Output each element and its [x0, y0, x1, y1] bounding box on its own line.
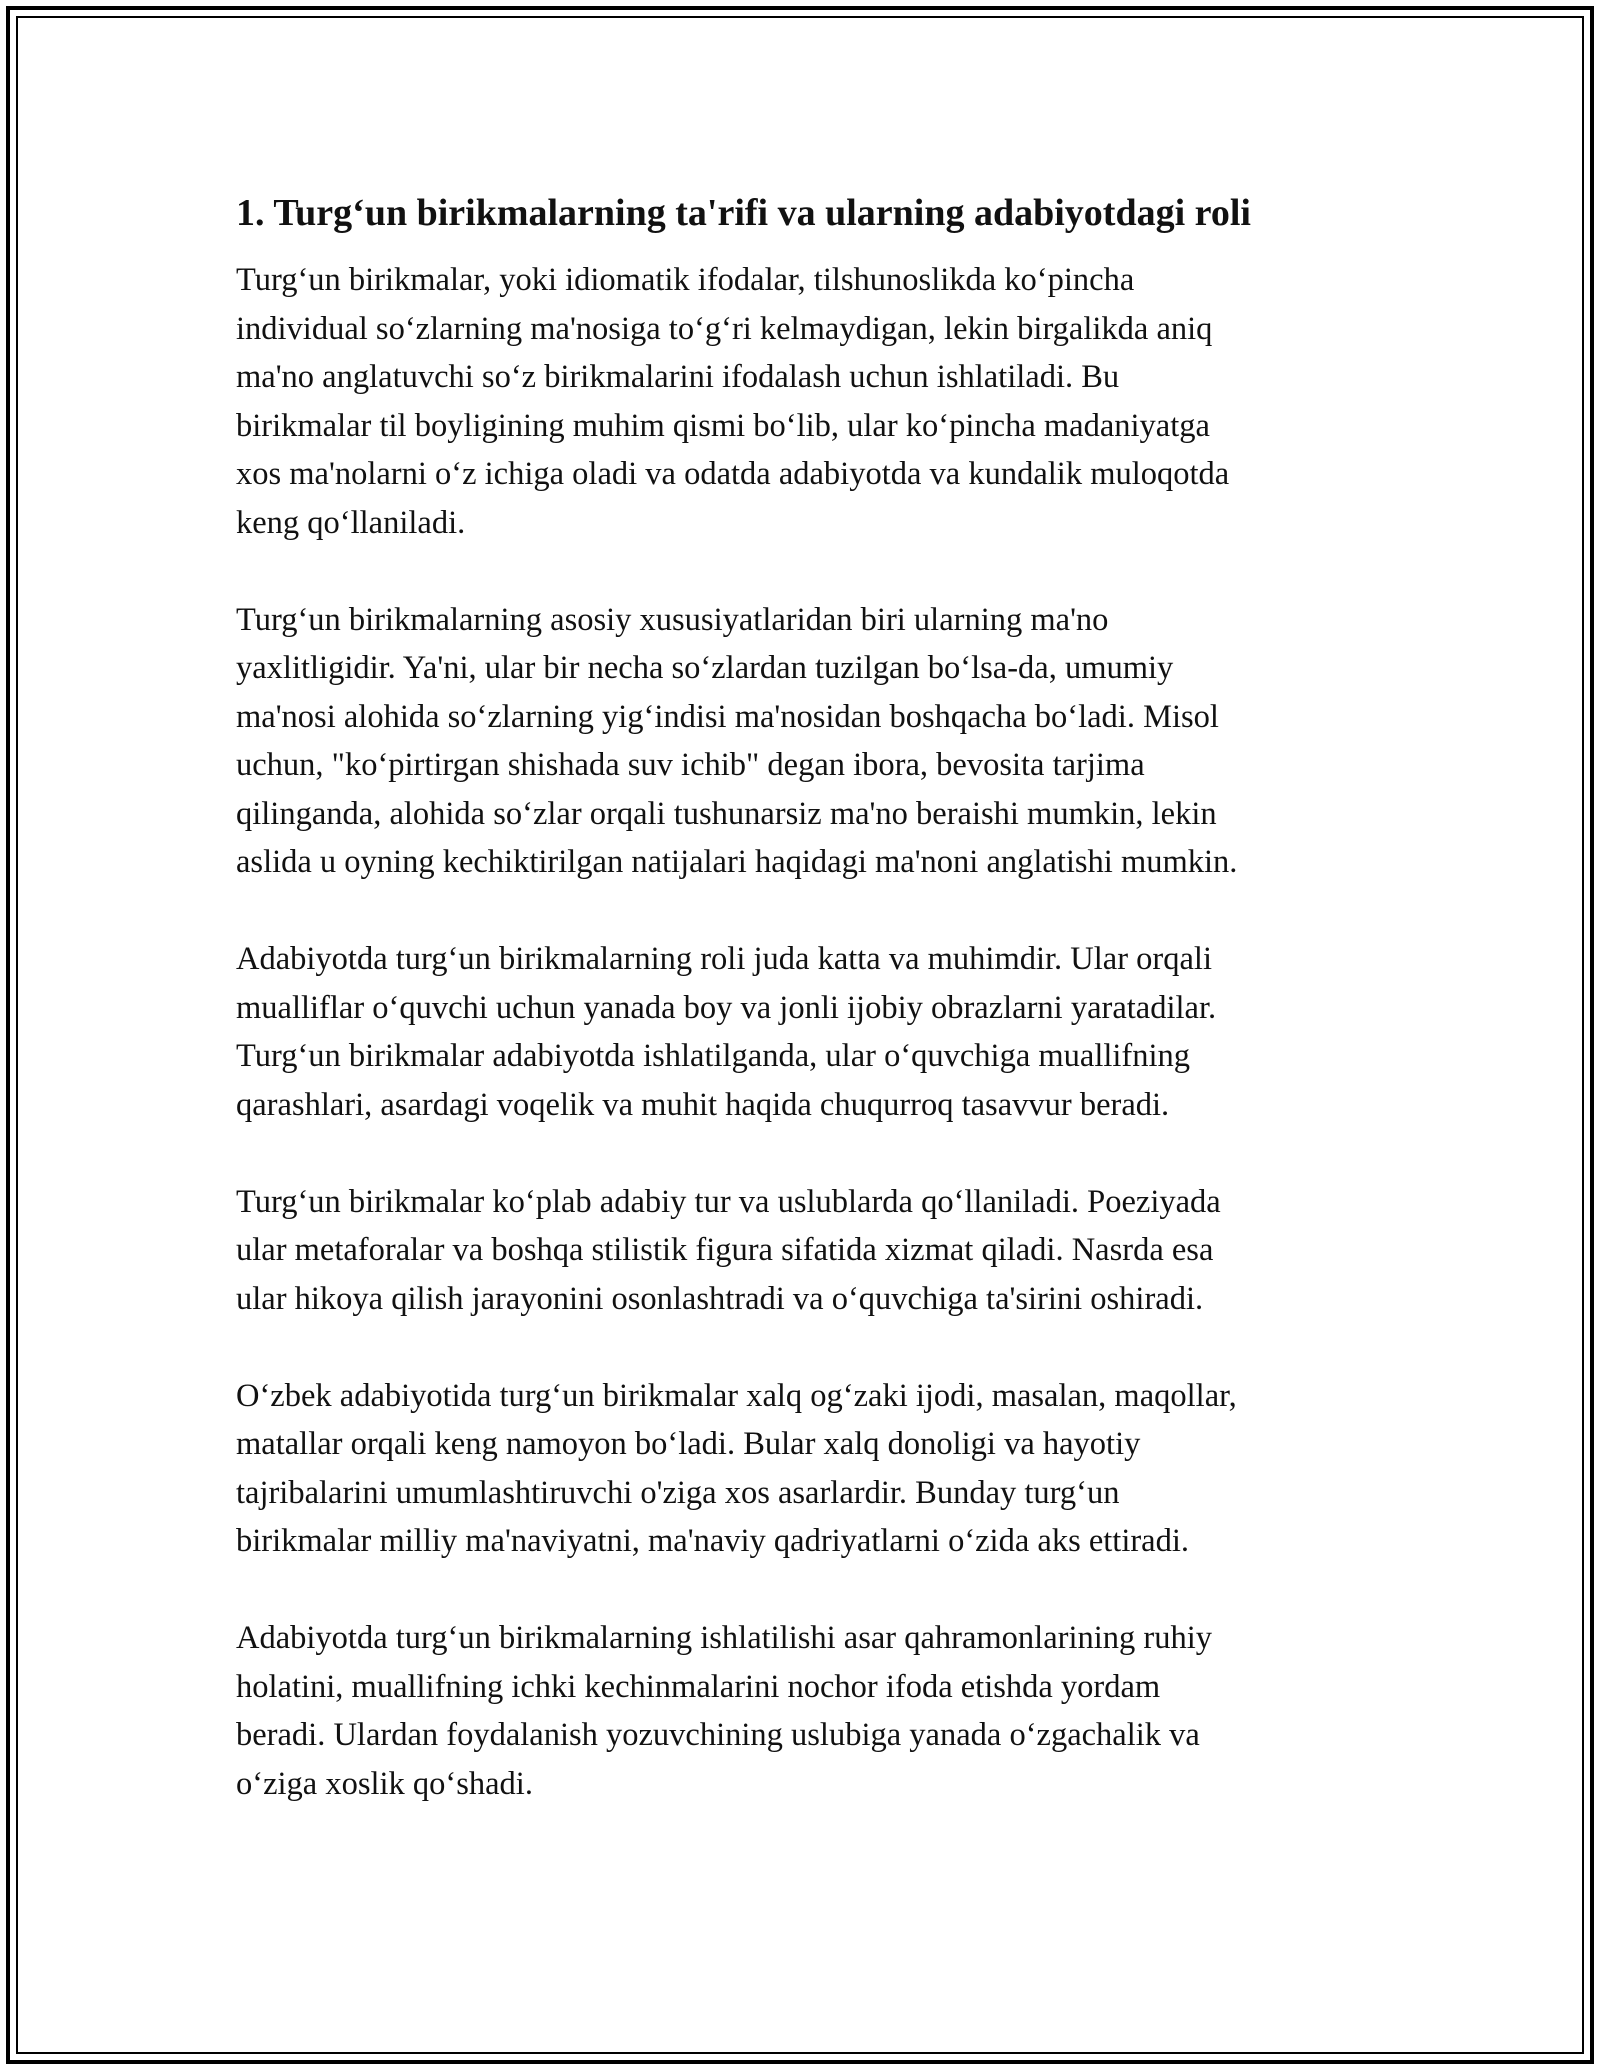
text-line: matallar orqali keng namoyon bo‘ladi. Bular xalq donoligi va hayotiy: [236, 1426, 1141, 1462]
text-line: Turg‘un birikmalarning asosiy xususiyatlaridan biri ularning ma'no: [236, 601, 1109, 638]
text-line: xos ma'nolarni o‘z ichiga oladi va odatda adabiyotda va kundalik muloqotda: [236, 456, 1230, 492]
text-line: qilinganda, alohida so‘zlar orqali tushunarsiz ma'no beraishi mumkin, lekin: [236, 795, 1217, 832]
text-line: Turg‘un birikmalar, yoki idiomatik ifodalar, tilshunoslikda ko‘pincha: [236, 262, 1135, 298]
text-line: uchun, "ko‘pirtirgan shishada suv ichib" degan ibora, bevosita tarjima: [236, 747, 1145, 783]
text-line: O‘zbek adabiyotida turg‘un birikmalar xalq og‘zaki ijodi, masalan, maqollar,: [236, 1377, 1237, 1414]
text-line: Adabiyotda turg‘un birikmalarning roli juda katta va muhimdir. Ular orqali: [236, 941, 1212, 977]
text-line: Adabiyotda turg‘un birikmalarning ishlatilishi asar qahramonlarining ruhiy: [236, 1620, 1212, 1656]
paragraph-3: [236, 935, 1376, 1129]
text-line: Turg‘un birikmalar adabiyotda ishlatilganda, ular o‘quvchiga muallifning: [236, 1038, 1191, 1074]
text-line: beradi. Ulardan foydalanish yozuvchining uslubiga yanada o‘zgachalik va: [236, 1717, 1200, 1753]
text-line: keng qo‘llaniladi.: [236, 504, 466, 541]
text-line: ular metaforalar va boshqa stilistik figura sifatida xizmat qiladi. Nasrda esa: [236, 1232, 1214, 1268]
text-line: ma'no anglatuvchi so‘z birikmalarini ifodalash uchun ishlatiladi. Bu: [236, 359, 1120, 395]
text-line: ular hikoya qilish jarayonini osonlashtradi va o‘quvchiga ta'sirini oshiradi.: [236, 1280, 1204, 1317]
paragraph-2: [236, 596, 1376, 887]
text-line: aslida u oyning kechiktirilgan natijalari haqidagi ma'noni anglatishi mumkin.: [236, 844, 1238, 880]
text-line: mualliflar o‘quvchi uchun yanada boy va jonli ijobiy obrazlarni yaratadilar.: [236, 989, 1217, 1026]
text-line: qarashlari, asardagi voqelik va muhit haqida chuqurroq tasavvur beradi.: [236, 1086, 1170, 1123]
document-body: [236, 188, 1376, 1857]
text-line: birikmalar til boyligining muhim qismi bo‘lib, ular ko‘pincha madaniyatga: [236, 407, 1210, 444]
text-line: Turg‘un birikmalar ko‘plab adabiy tur va uslublarda qo‘llaniladi. Poeziyada: [236, 1183, 1221, 1220]
text-line: yaxlitligidir. Ya'ni, ular bir necha so‘zlardan tuzilgan bo‘lsa-da, umumiy: [236, 650, 1174, 686]
text-line: o‘ziga xoslik qo‘shadi.: [236, 1765, 533, 1802]
paragraph-4: [236, 1178, 1376, 1324]
paragraph-6: [236, 1614, 1376, 1808]
text-line: tajribalarini umumlashtiruvchi o'ziga xos asarlardir. Bunday turg‘un: [236, 1474, 1120, 1511]
text-line: holatini, muallifning ichki kechinmalarini nochor ifoda etishda yordam: [236, 1668, 1161, 1705]
text-line: birikmalar milliy ma'naviyatni, ma'naviy qadriyatlarni o‘zida aks ettiradi.: [236, 1523, 1190, 1559]
section-heading: 1. Turg‘un birikmalarning ta'rifi va ularning adabiyotdagi roli: [236, 192, 1251, 234]
paragraph-5: [236, 1372, 1376, 1566]
paragraph-1: [236, 256, 1376, 547]
text-line: ma'nosi alohida so‘zlarning yig‘indisi ma'nosidan boshqacha bo‘ladi. Misol: [236, 698, 1219, 735]
text-line: individual so‘zlarning ma'nosiga to‘g‘ri kelmaydigan, lekin birgalikda aniq: [236, 310, 1213, 347]
